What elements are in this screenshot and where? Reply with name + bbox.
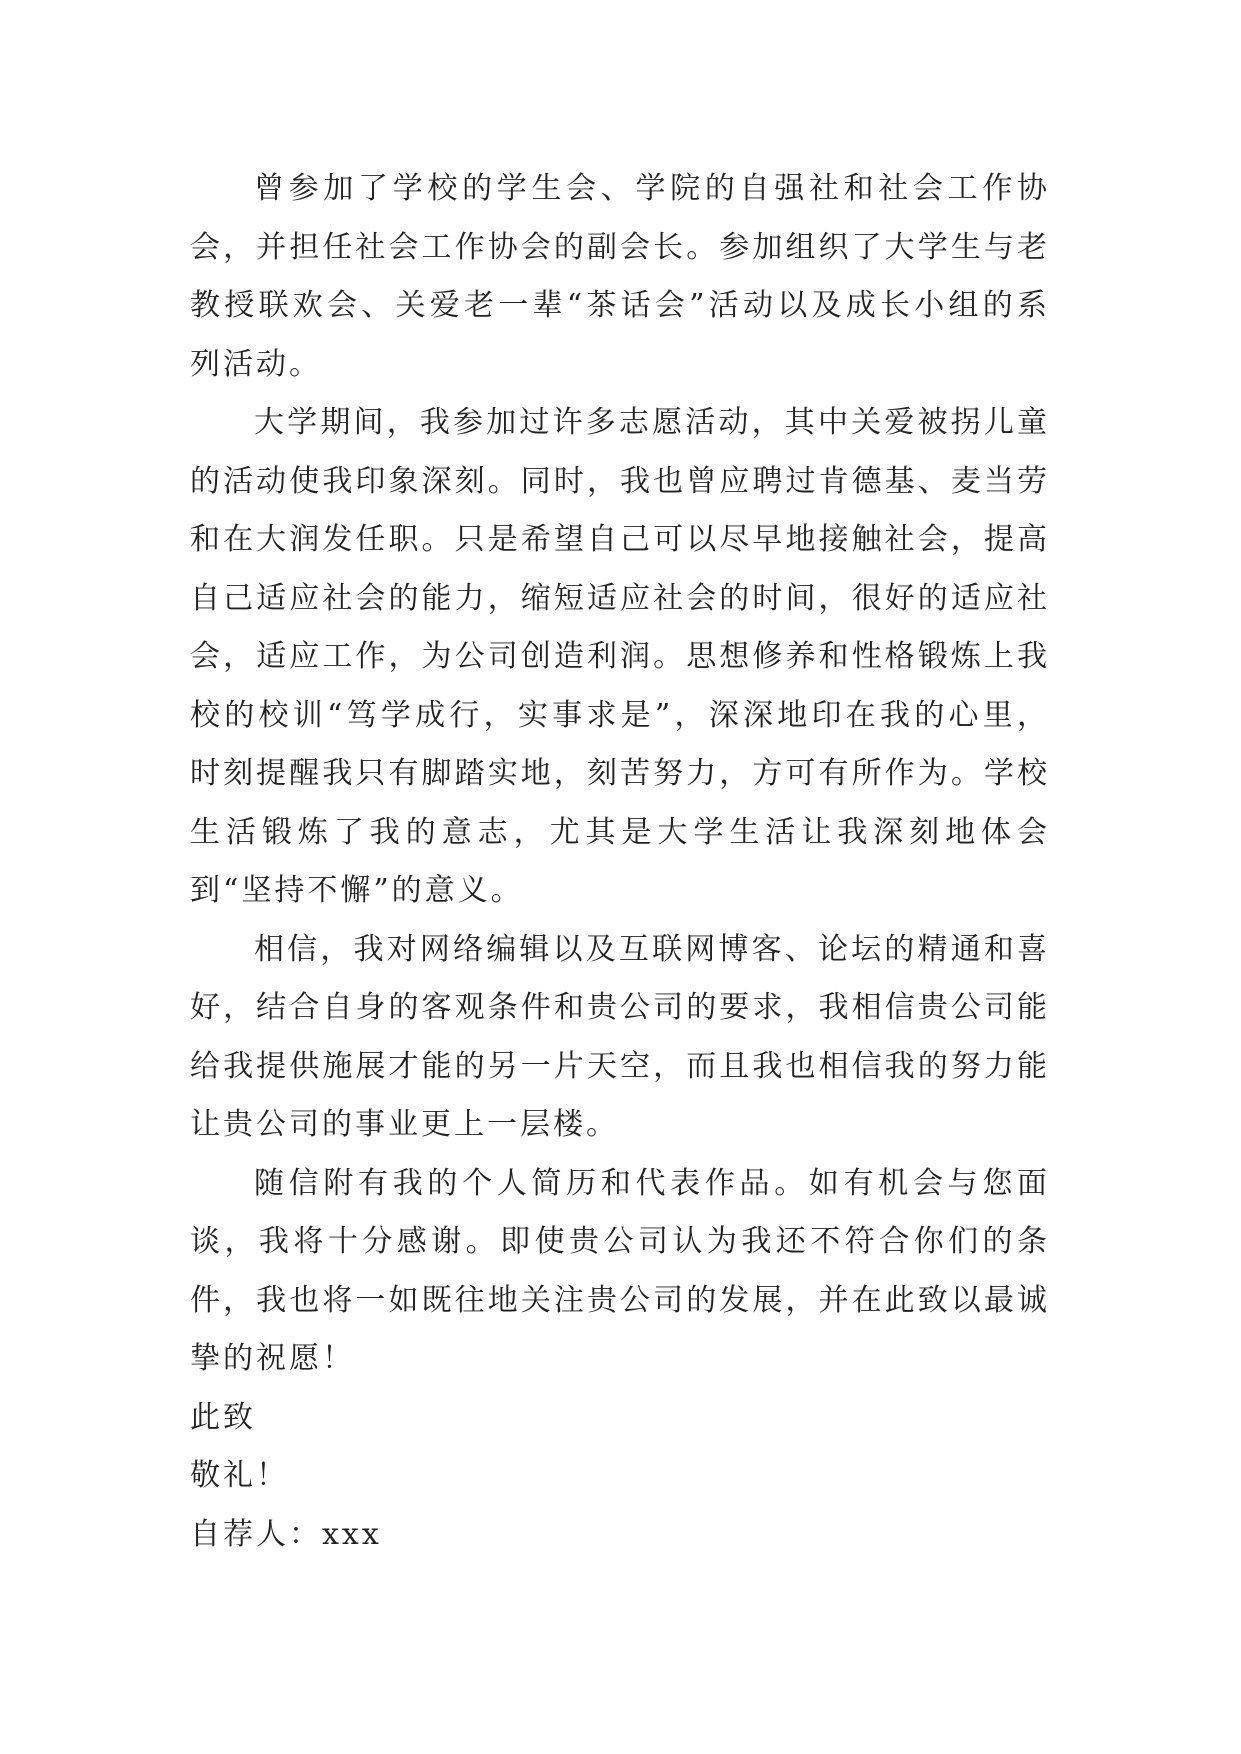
- closing-regards: 敬礼！: [190, 1458, 289, 1493]
- closing-salutation: 此致: [190, 1399, 256, 1435]
- paragraph-volunteering: 大学期间，我参加过许多志愿活动，其中关爱被拐儿童的活动使我印象深刻。同时，我也曾应聘过肯德基、麦当劳和在大润发任职。只是希望自己可以尽早地接触社会，提高自己适应社会的能力，缩短适应社会的时间，很好的适应社会，适应工作，为公司创造利润。思想修养和性格锻炼上我校的校训“笃学成行，实事求是”，深深地印在我的心里，时刻提醒我只有脚踏实地，刻苦努力，方可有所作为。学校生活锻炼了我的意志，尤其是大学生活让我深刻地体会到“坚持不懈”的意义。: [190, 405, 1050, 908]
- letter-body: [190, 160, 1050, 1564]
- paragraph-attachments: 随信附有我的个人简历和代表作品。如有机会与您面谈，我将十分感谢。即使贵公司认为我还不符合你们的条件，我也将一如既往地关注贵公司的发展，并在此致以最诚挚的祝愿！: [190, 1165, 1050, 1376]
- signature-line: 自荐人：xxx: [190, 1516, 382, 1552]
- paragraph-skills: 相信，我对网络编辑以及互联网博客、论坛的精通和喜好，结合自身的客观条件和贵公司的要求，我相信贵公司能给我提供施展才能的另一片天空，而且我也相信我的努力能让贵公司的事业更上一层楼。: [190, 931, 1050, 1142]
- paragraph-activities: 曾参加了学校的学生会、学院的自强社和社会工作协会，并担任社会工作协会的副会长。参加组织了大学生与老教授联欢会、关爱老一辈“茶话会”活动以及成长小组的系列活动。: [190, 171, 1050, 382]
